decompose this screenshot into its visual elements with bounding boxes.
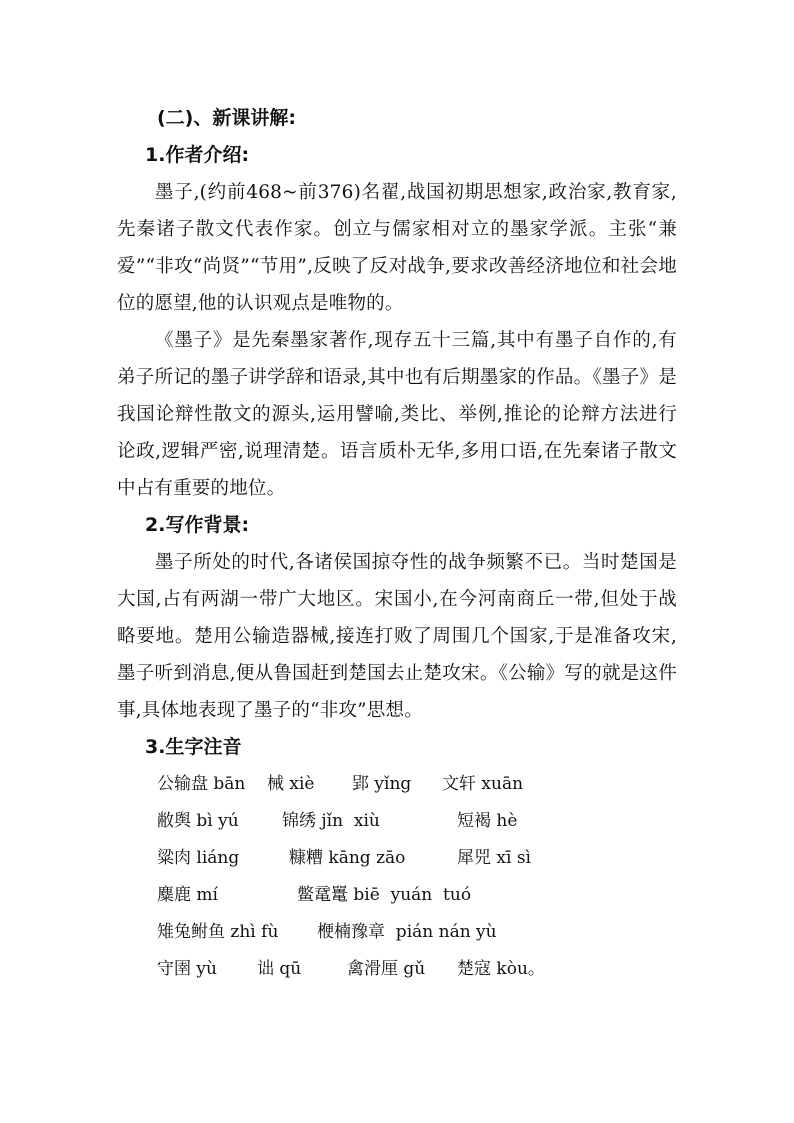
pronunciation-entry: 粱肉 liáng	[157, 848, 240, 868]
pronunciation-entry: 楚寇 kòu。	[457, 959, 545, 979]
pronunciation-entry: 守圉 yù	[157, 959, 217, 979]
pronunciation-row	[117, 951, 677, 988]
pronunciation-entry: 麋鹿 mí	[157, 885, 218, 905]
pronunciation-entry: 公输盘 bān	[157, 774, 246, 794]
pronunciation-list	[117, 766, 677, 988]
pronunciation-entry: 诎 qū	[257, 959, 302, 979]
pronunciation-entry: 鳖鼋鼍 biē yuán tuó	[297, 885, 472, 905]
background-heading: 2.写作背景:	[145, 514, 250, 536]
pronunciation-entry: 郢 yǐng	[352, 774, 412, 794]
pronunciation-entry: 雉兔鲋鱼 zhì fù	[157, 922, 279, 942]
document-content	[117, 100, 677, 988]
pronunciation-row	[117, 840, 677, 877]
pronunciation-entry: 糠糟 kāng zāo	[289, 848, 406, 868]
pronunciation-entry: 禽滑厘 gǔ	[347, 959, 426, 979]
pronunciation-row	[117, 877, 677, 914]
pronunciation-entry: 犀兕 xī sì	[457, 848, 531, 868]
author-paragraph-1: 墨子,(约前468~前376)名翟,战国初期思想家,政治家,教育家,先秦诸子散文代表作家。创立与儒家相对立的墨家学派。主张“兼爱”“非攻“尚贤”“节用”,反映了反对战争,要求改善经济地位和社会地位的愿望,他的认识观点是唯物的。	[117, 182, 677, 314]
pronunciation-entry: 文轩 xuān	[442, 774, 524, 794]
pronunciation-row	[117, 914, 677, 951]
pronunciation-row	[117, 766, 677, 803]
pronunciation-entry: 楩楠豫章 pián nán yù	[317, 922, 497, 942]
pronunciation-entry: 锦绣 jǐn xiù	[282, 811, 380, 831]
pronunciation-heading: 3.生字注音	[145, 736, 242, 758]
pronunciation-entry: 械 xiè	[267, 774, 315, 794]
author-paragraph-2: 《墨子》是先秦墨家著作,现存五十三篇,其中有墨子自作的,有弟子所记的墨子讲学辞和语录,其中也有后期墨家的作品。《墨子》是我国论辩性散文的源头,运用譬喻,类比、举例,推论的论辩方法进行论政,逻辑严密,说理清楚。语言质朴无华,多用口语,在先秦诸子散文中占有重要的地位。	[117, 330, 677, 499]
background-paragraph: 墨子所处的时代,各诸侯国掠夺性的战争频繁不已。当时楚国是大国,占有两湖一带广大地区。宋国小,在今河南商丘一带,但处于战略要地。楚用公输造器械,接连打败了周围几个国家,于是准备攻宋,墨子听到消息,便从鲁国赶到楚国去止楚攻宋。《公输》写的就是这件事,具体地表现了墨子的“非攻”思想。	[117, 552, 677, 721]
pronunciation-entry: 敝舆 bì yú	[157, 811, 239, 831]
section-title: (二)、新课讲解:	[157, 107, 296, 129]
pronunciation-entry: 短褐 hè	[457, 811, 518, 831]
author-heading: 1.作者介绍:	[145, 144, 250, 166]
pronunciation-row	[117, 803, 677, 840]
